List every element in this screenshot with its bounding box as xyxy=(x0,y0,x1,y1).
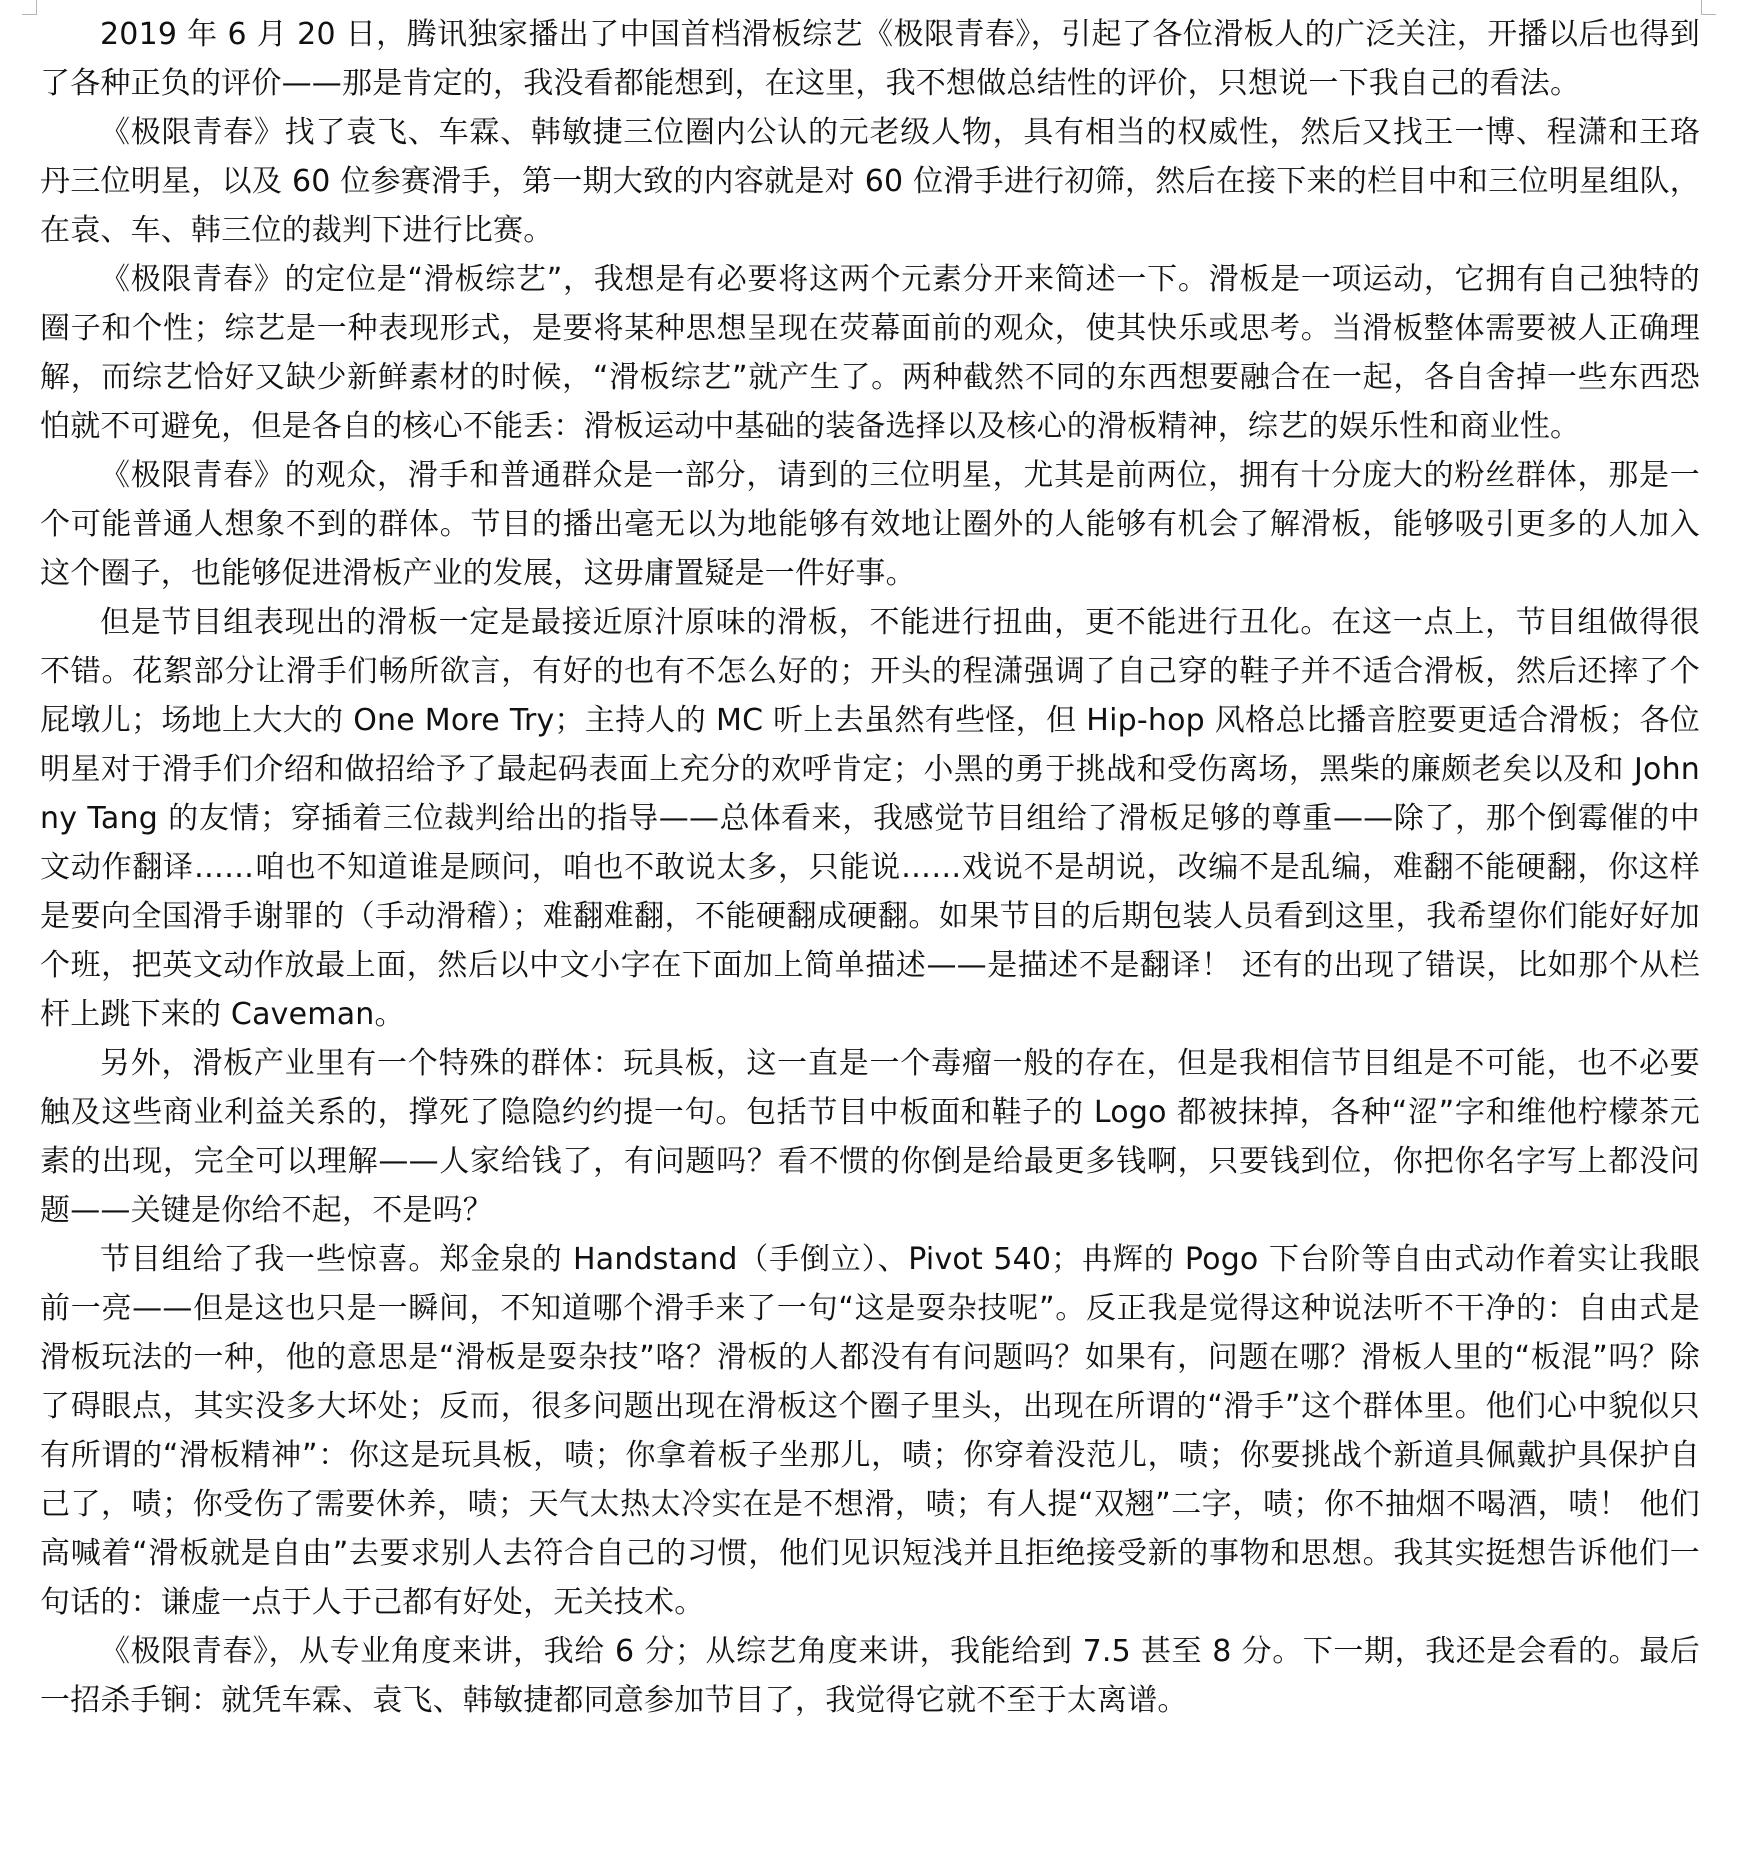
article-body xyxy=(40,10,1700,1725)
page-corner-mark-right xyxy=(1701,0,1716,15)
paragraph-production: 但是节目组表现出的滑板一定是最接近原汁原味的滑板，不能进行扭曲，更不能进行丑化。在这一点上，节目组做得很不错。花絮部分让滑手们畅所欲言，有好的也有不怎么好的；开头的程潇强调了自己穿的鞋子并不适合滑板，然后还摔了个屁墩儿；场地上大大的 One More Try；主持人的 MC 听上去虽然有些怪，但 Hip-hop 风格总比播音腔要更适合滑板；各位明星对于滑手们介绍和做招给予了最起码表面上充分的欢呼肯定；小黑的勇于挑战和受伤离场，黑柴的廉颇老矣以及和 Johnny Tang 的友情；穿插着三位裁判给出的指导——总体看来，我感觉节目组给了滑板足够的尊重——除了，那个倒霉催的中文动作翻译……咱也不知道谁是顾问，咱也不敢说太多，只能说……戏说不是胡说，改编不是乱编，难翻不能硬翻，你这样是要向全国滑手谢罪的（手动滑稽）；难翻难翻，不能硬翻成硬翻。如果节目的后期包装人员看到这里，我希望你们能好好加个班，把英文动作放最上面，然后以中文小字在下面加上简单描述——是描述不是翻译！ 还有的出现了错误，比如那个从栏杆上跳下来的 Caveman。 xyxy=(40,605,1700,1032)
paragraph-rating: 《极限青春》，从专业角度来讲，我给 6 分；从综艺角度来讲，我能给到 7.5 甚至 8 分。下一期，我还是会看的。最后一招杀手锏：就凭车霖、袁飞、韩敏捷都同意参加节目了，我觉得它就不至于太离谱。 xyxy=(40,1634,1700,1718)
paragraph-audience: 《极限青春》的观众，滑手和普通群众是一部分，请到的三位明星，尤其是前两位，拥有十分庞大的粉丝群体，那是一个可能普通人想象不到的群体。节目的播出毫无以为地能够有效地让圈外的人能够有机会了解滑板，能够吸引更多的人加入这个圈子，也能够促进滑板产业的发展，这毋庸置疑是一件好事。 xyxy=(40,458,1700,591)
paragraph-toy-boards: 另外，滑板产业里有一个特殊的群体：玩具板，这一直是一个毒瘤一般的存在，但是我相信节目组是不可能，也不必要触及这些商业利益关系的，撑死了隐隐约约提一句。包括节目中板面和鞋子的 Logo 都被抹掉，各种“涩”字和维他柠檬茶元素的出现，完全可以理解——人家给钱了，有问题吗？看不惯的你倒是给最更多钱啊，只要钱到位，你把你名字写上都没问题——关键是你给不起，不是吗？ xyxy=(40,1046,1700,1228)
paragraph-freestyle: 节目组给了我一些惊喜。郑金泉的 Handstand（手倒立）、Pivot 540；冉辉的 Pogo 下台阶等自由式动作着实让我眼前一亮——但是这也只是一瞬间，不知道哪个滑手来了一句“这是耍杂技呢”。反正我是觉得这种说法听不干净的：自由式是滑板玩法的一种，他的意思是“滑板是耍杂技”咯？滑板的人都没有有问题吗？如果有，问题在哪？滑板人里的“板混”吗？除了碍眼点，其实没多大坏处；反而，很多问题出现在滑板这个圈子里头，出现在所谓的“滑手”这个群体里。他们心中貌似只有所谓的“滑板精神”：你这是玩具板，啧；你拿着板子坐那儿，啧；你穿着没范儿，啧；你要挑战个新道具佩戴护具保护自己了，啧；你受伤了需要休养，啧；天气太热太冷实在是不想滑，啧；有人提“双翘”二字，啧；你不抽烟不喝酒，啧！ 他们高喊着“滑板就是自由”去要求别人去符合自己的习惯，他们见识短浅并且拒绝接受新的事物和思想。我其实挺想告诉他们一句话的：谦虚一点于人于己都有好处，无关技术。 xyxy=(40,1242,1700,1620)
paragraph-cast: 《极限青春》找了袁飞、车霖、韩敏捷三位圈内公认的元老级人物，具有相当的权威性，然后又找王一博、程潇和王珞丹三位明星，以及 60 位参赛滑手，第一期大致的内容就是对 60 位滑手进行初筛，然后在接下来的栏目中和三位明星组队，在袁、车、韩三位的裁判下进行比赛。 xyxy=(40,115,1700,248)
paragraph-intro: 2019 年 6 月 20 日，腾讯独家播出了中国首档滑板综艺《极限青春》，引起了各位滑板人的广泛关注，开播以后也得到了各种正负的评价——那是肯定的，我没看都能想到，在这里，我不想做总结性的评价，只想说一下我自己的看法。 xyxy=(40,17,1700,101)
paragraph-positioning: 《极限青春》的定位是“滑板综艺”，我想是有必要将这两个元素分开来简述一下。滑板是一项运动，它拥有自己独特的圈子和个性；综艺是一种表现形式，是要将某种思想呈现在荧幕面前的观众，使其快乐或思考。当滑板整体需要被人正确理解，而综艺恰好又缺少新鲜素材的时候，“滑板综艺”就产生了。两种截然不同的东西想要融合在一起，各自舍掉一些东西恐怕就不可避免，但是各自的核心不能丢：滑板运动中基础的装备选择以及核心的滑板精神，综艺的娱乐性和商业性。 xyxy=(40,262,1700,444)
page-corner-mark-left xyxy=(22,0,37,15)
